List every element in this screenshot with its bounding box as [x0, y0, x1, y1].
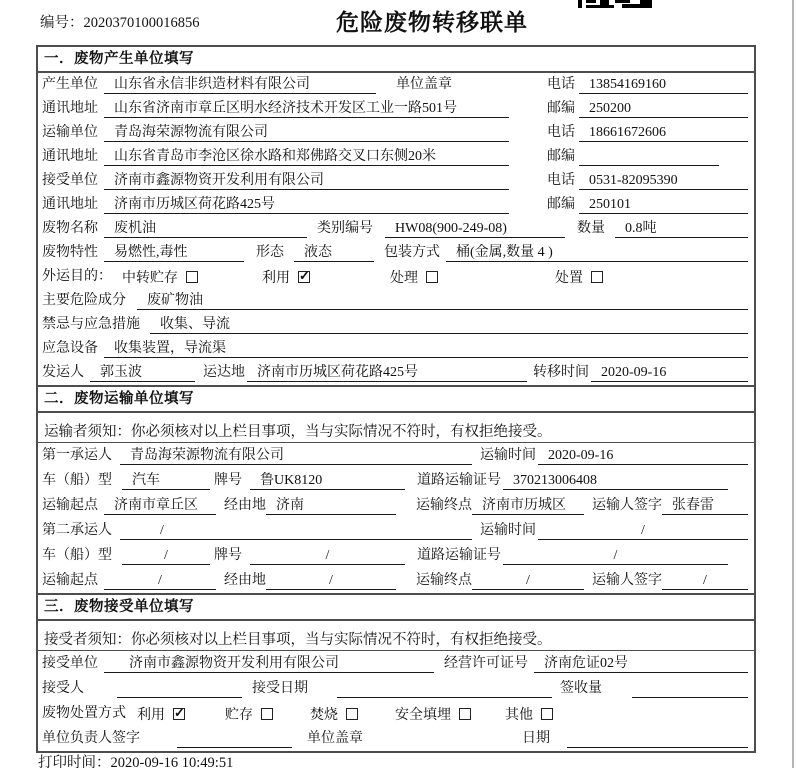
form-row — [38, 701, 754, 726]
form-row — [38, 145, 754, 169]
section-2-heading: 二．废物运输单位填写 — [38, 387, 754, 413]
disposal-utilize-label: 利用 — [137, 708, 165, 723]
form-row — [38, 193, 754, 217]
vehicle-type-2-label: 车（船）型 — [42, 548, 112, 563]
packaging-value: 桶(金属,数量 4 ) — [446, 244, 748, 262]
disposal-method-label: 废物处置方式 — [42, 706, 126, 721]
disposal-other-checkbox — [541, 708, 553, 720]
date-value — [567, 730, 748, 748]
emergency-equipment-label: 应急设备 — [42, 341, 98, 356]
disposal-other-label: 其他 — [505, 708, 533, 723]
doc-number-value: 2020370100016856 — [83, 15, 200, 31]
disposal-store-checkbox-group — [225, 705, 310, 723]
accept-person-label: 接受人 — [42, 681, 84, 696]
treat-checkbox — [426, 271, 438, 283]
qr-block — [615, 0, 630, 3]
accept-date-value — [337, 680, 552, 698]
disposal-landfill-checkbox-group — [395, 705, 505, 723]
transport-time-1-label: 运输时间 — [480, 448, 536, 463]
print-time — [38, 751, 233, 768]
form-row — [38, 73, 754, 97]
page-title: 危险废物转移联单 — [336, 9, 528, 35]
qr-block — [586, 0, 596, 3]
responsible-sign-value — [177, 730, 292, 748]
transport-phone-label: 电话 — [547, 125, 575, 140]
receiver-zip-label: 邮编 — [547, 197, 575, 212]
via-1-value: 济南 — [266, 497, 396, 515]
producer-address-value: 山东省济南市章丘区明水经济技术开发区工业一路501号 — [104, 100, 509, 118]
disposal-store-label: 贮存 — [225, 708, 253, 723]
doc-number — [40, 11, 200, 32]
category-code-value: HW08(900-249-08) — [385, 220, 565, 238]
transfer-time-label: 转移时间 — [533, 365, 589, 380]
disposal-utilize-checkbox — [173, 708, 185, 720]
form-row — [38, 361, 754, 385]
form-row — [38, 217, 754, 241]
endpoint-1-label: 运输终点 — [416, 498, 472, 513]
transport-unit-value: 青岛海荣源物流有限公司 — [104, 124, 509, 142]
producer-unit-label: 产生单位 — [42, 77, 98, 92]
main-hazard-value: 废矿物油 — [137, 292, 748, 310]
transport-unit-label: 运输单位 — [42, 125, 98, 140]
road-permit-2-label: 道路运输证号 — [417, 548, 501, 563]
quantity-label: 数量 — [577, 221, 605, 236]
producer-zip-value: 250200 — [579, 100, 748, 118]
form-row — [38, 265, 754, 289]
shipper-label: 发运人 — [42, 365, 84, 380]
utilize-checkbox — [298, 271, 310, 283]
license-no-label: 经营许可证号 — [444, 656, 528, 671]
transport-zip-value — [579, 148, 719, 166]
transport-address-value: 山东省青岛市李沧区徐水路和郑佛路交叉口东侧20米 — [104, 148, 509, 166]
form-row — [38, 337, 754, 361]
category-code-label: 类别编号 — [317, 221, 373, 236]
second-carrier-value: / — [120, 522, 472, 540]
transporter-sign-2-label: 运输人签字 — [592, 573, 662, 588]
producer-address-label: 通讯地址 — [42, 101, 98, 116]
road-permit-1-value: 370213006408 — [503, 472, 728, 490]
via-2-label: 经由地 — [224, 573, 266, 588]
disposal-utilize-checkbox-group — [137, 705, 225, 723]
transport-phone-value: 18661672606 — [579, 124, 748, 142]
transfer-storage-checkbox-group — [122, 268, 262, 286]
section-3-heading: 三．废物接受单位填写 — [38, 595, 754, 621]
treat-checkbox-group — [390, 268, 555, 286]
waste-form-label: 形态 — [256, 245, 284, 260]
producer-phone-label: 电话 — [547, 77, 575, 92]
transporter-sign-1-value: 张春雷 — [662, 497, 748, 515]
qr-block — [578, 0, 582, 8]
print-time-value: 2020-09-16 10:49:51 — [110, 755, 234, 768]
utilize-checkbox-group — [262, 268, 390, 286]
endpoint-1-value: 济南市历城区 — [472, 497, 584, 515]
waste-property-label: 废物特性 — [42, 245, 98, 260]
qr-block — [600, 0, 609, 5]
disposal-incinerate-checkbox — [346, 708, 358, 720]
disposal-incinerate-label: 焚烧 — [310, 708, 338, 723]
receiver-phone-value: 0531-82095390 — [579, 172, 748, 190]
doc-number-label: 编号： — [40, 15, 84, 31]
transfer-time-value: 2020-09-16 — [591, 364, 748, 382]
road-permit-1-label: 道路运输证号 — [417, 473, 501, 488]
receipt-qty-label: 签收量 — [560, 681, 602, 696]
road-permit-2-value: / — [503, 547, 728, 565]
transfer-storage-label: 中转贮存 — [122, 271, 178, 286]
form-row — [38, 493, 754, 518]
shipper-value: 郭玉波 — [90, 364, 195, 382]
endpoint-2-label: 运输终点 — [416, 573, 472, 588]
waste-name-label: 废物名称 — [42, 221, 98, 236]
via-2-value: / — [266, 572, 396, 590]
plate-2-value: / — [250, 547, 405, 565]
emergency-measures-value: 收集、导流 — [150, 316, 748, 334]
receiver-zip-value: 250101 — [579, 196, 748, 214]
unit-seal-2-label: 单位盖章 — [307, 731, 363, 746]
disposal-landfill-label: 安全填埋 — [395, 708, 451, 723]
receiver-address-value: 济南市历城区荷花路425号 — [104, 196, 509, 214]
origin-2-label: 运输起点 — [42, 573, 98, 588]
transport-time-2-value: / — [538, 522, 748, 540]
form-row — [38, 313, 754, 337]
print-time-label: 打印时间： — [38, 755, 111, 768]
receiver-unit-value: 济南市鑫源物资开发利用有限公司 — [104, 172, 509, 190]
transport-time-2-label: 运输时间 — [480, 523, 536, 538]
main-hazard-label: 主要危险成分 — [42, 293, 126, 308]
plate-1-label: 牌号 — [214, 473, 242, 488]
producer-zip-label: 邮编 — [547, 101, 575, 116]
section-1-heading: 一．废物产生单位填写 — [38, 47, 754, 73]
emergency-measures-label: 禁忌与应急措施 — [42, 317, 140, 332]
origin-2-value: / — [104, 572, 216, 590]
form-row — [38, 443, 754, 468]
transport-time-1-value: 2020-09-16 — [538, 447, 748, 465]
plate-1-value: 鲁UK8120 — [250, 472, 405, 490]
form-row — [38, 169, 754, 193]
accept-date-label: 接受日期 — [252, 681, 308, 696]
form-row — [38, 651, 754, 676]
disposal-other-checkbox-group — [505, 705, 748, 723]
date-label: 日期 — [522, 731, 550, 746]
waste-property-value: 易燃性,毒性 — [104, 244, 244, 262]
first-carrier-value: 青岛海荣源物流有限公司 — [120, 447, 472, 465]
via-1-label: 经由地 — [224, 498, 266, 513]
form-row — [38, 726, 754, 751]
qr-block — [586, 5, 614, 8]
treat-label: 处理 — [390, 271, 418, 286]
receiver-phone-label: 电话 — [547, 173, 575, 188]
form-row — [38, 518, 754, 543]
form-row — [38, 97, 754, 121]
waste-name-value: 废机油 — [104, 220, 307, 238]
vehicle-type-1-label: 车（船）型 — [42, 473, 112, 488]
second-carrier-label: 第二承运人 — [42, 523, 112, 538]
qr-code-partial — [578, 0, 652, 8]
vehicle-type-1-value: 汽车 — [122, 472, 210, 490]
vehicle-type-2-value: / — [122, 547, 210, 565]
destination-label: 运达地 — [203, 365, 245, 380]
section-2 — [38, 385, 754, 593]
unit-seal-label: 单位盖章 — [396, 77, 452, 92]
section-1 — [38, 47, 754, 385]
producer-unit-value: 山东省永信非织造材料有限公司 — [104, 76, 376, 94]
emergency-equipment-value: 收集装置，导流渠 — [104, 340, 748, 358]
disposal-incinerate-checkbox-group — [310, 705, 395, 723]
qr-block — [640, 0, 652, 8]
plate-2-label: 牌号 — [214, 548, 242, 563]
receiver-address-label: 通讯地址 — [42, 197, 98, 212]
form-row — [38, 468, 754, 493]
endpoint-2-value: / — [472, 572, 584, 590]
destination-value: 济南市历城区荷花路425号 — [247, 364, 527, 382]
section-3 — [38, 593, 754, 751]
form-row — [38, 568, 754, 593]
transporter-sign-2-value: / — [662, 572, 748, 590]
transporter-notice: 运输者须知：你必须核对以上栏目事项，当与实际情况不符时，有权拒绝接受。 — [38, 413, 754, 443]
disposal-store-checkbox — [261, 708, 273, 720]
origin-1-label: 运输起点 — [42, 498, 98, 513]
packaging-label: 包装方式 — [384, 245, 440, 260]
first-carrier-label: 第一承运人 — [42, 448, 112, 463]
origin-1-value: 济南市章丘区 — [104, 497, 216, 515]
transport-address-label: 通讯地址 — [42, 149, 98, 164]
dispose-checkbox-group — [555, 268, 748, 286]
responsible-sign-label: 单位负责人签字 — [42, 731, 140, 746]
page-right-edge — [792, 0, 794, 768]
transporter-sign-1-label: 运输人签字 — [592, 498, 662, 513]
accept-unit-value: 济南市鑫源物资开发利用有限公司 — [104, 655, 434, 673]
manifest-form-table — [36, 45, 756, 753]
receiver-unit-label: 接受单位 — [42, 173, 98, 188]
receiver-notice: 接受者须知：你必须核对以上栏目事项，当与实际情况不符时，有权拒绝接受。 — [38, 621, 754, 651]
accept-person-value — [117, 680, 242, 698]
transfer-storage-checkbox — [186, 271, 198, 283]
transport-zip-label: 邮编 — [547, 149, 575, 164]
form-row — [38, 676, 754, 701]
form-row — [38, 241, 754, 265]
producer-phone-value: 13854169160 — [579, 76, 748, 94]
accept-unit-label: 接受单位 — [42, 656, 98, 671]
dispose-label: 处置 — [555, 271, 583, 286]
disposal-landfill-checkbox — [459, 708, 471, 720]
quantity-value: 0.8吨 — [615, 220, 748, 238]
utilize-label: 利用 — [262, 271, 290, 286]
receipt-qty-value — [632, 680, 748, 698]
form-row — [38, 121, 754, 145]
waste-form-value: 液态 — [294, 244, 374, 262]
form-row — [38, 289, 754, 313]
outbound-purpose-label: 外运目的： — [42, 269, 112, 284]
dispose-checkbox — [591, 271, 603, 283]
form-row — [38, 543, 754, 568]
license-no-value: 济南危证02号 — [534, 655, 748, 673]
